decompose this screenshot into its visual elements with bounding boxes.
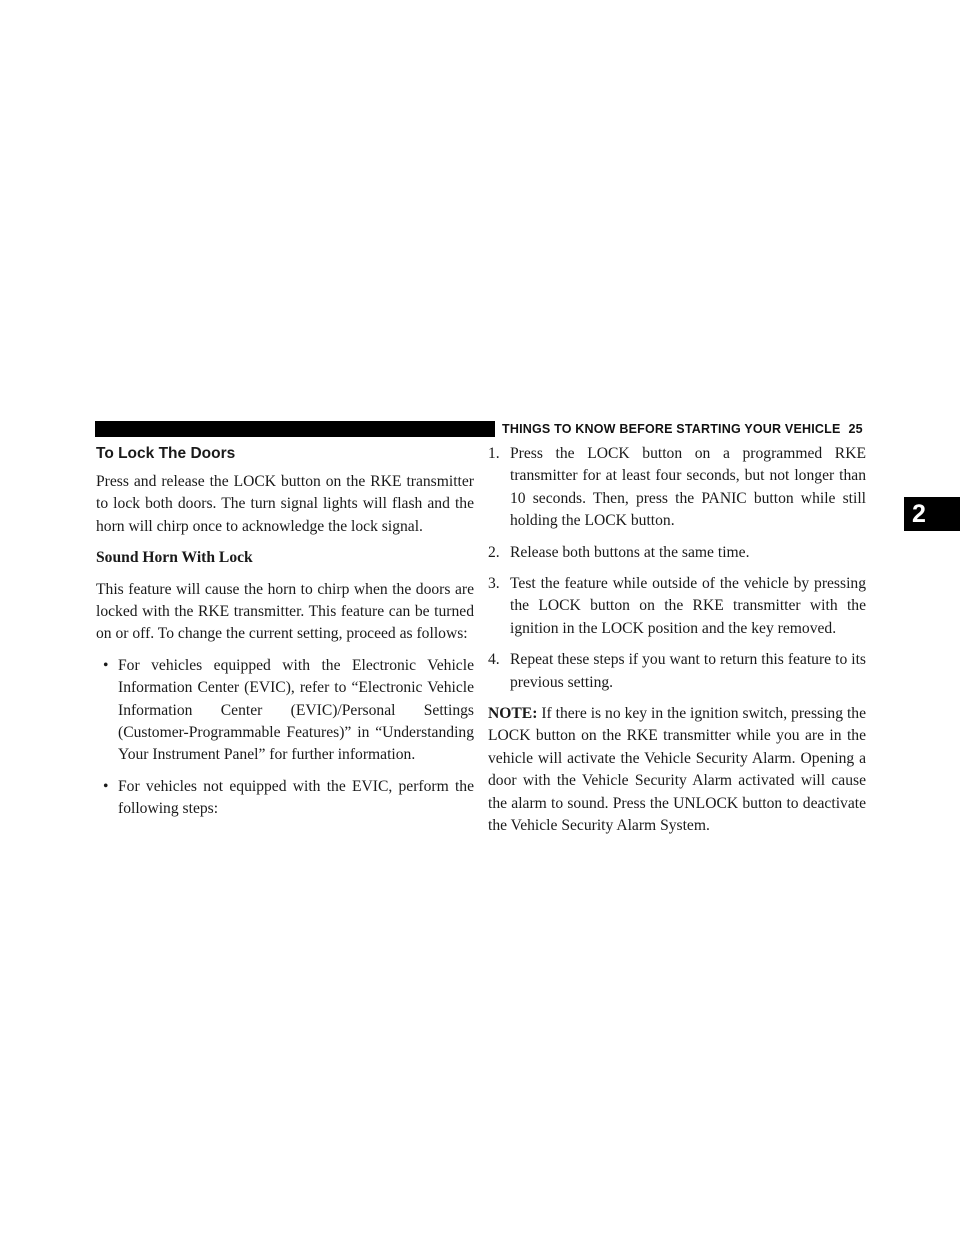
list-item xyxy=(488,649,866,694)
note-paragraph xyxy=(488,703,866,837)
note-label: NOTE: xyxy=(488,705,538,723)
note-text: If there is no key in the ignition switch, pressing the LOCK button on the RKE transmitter while you are in the vehicle will activate the Vehicle Security Alarm. Opening a door with the Vehicle Security Alarm activated will cause the alarm to sound. Press the UNLOCK button to deactivate the Vehicle Security Alarm System. xyxy=(488,705,866,835)
body-paragraph: This feature will cause the horn to chirp when the doors are locked with the RKE transmitter. This feature can be turned on or off. To change the current setting, proceed as follows: xyxy=(96,580,474,643)
list-item xyxy=(96,655,474,767)
list-item-text: For vehicles equipped with the Electronic Vehicle Information Center (EVIC), refer to “Electronic Vehicle Information Center (EVIC)/Personal Settings (Customer-Programmable Features)” in “Understanding Your Instrument Panel” for further information. xyxy=(118,656,474,764)
header-rule-bar xyxy=(95,421,495,437)
list-item-text: For vehicles not equipped with the EVIC, perform the following steps: xyxy=(118,777,474,818)
step-number: 2. xyxy=(488,543,500,561)
bullet-mark: • xyxy=(103,656,109,674)
subsection-heading: Sound Horn With Lock xyxy=(96,549,253,567)
step-number: 3. xyxy=(488,575,500,593)
list-item xyxy=(488,542,866,564)
step-text: Test the feature while outside of the vehicle by pressing the LOCK button on the RKE transmitter with the ignition in the LOCK position and the key removed. xyxy=(510,575,866,637)
steps-list xyxy=(488,443,866,694)
step-number: 1. xyxy=(488,445,500,462)
bullet-mark: • xyxy=(103,777,109,795)
step-text: Press the LOCK button on a programmed RKE transmitter for at least four seconds, but not longer than 10 seconds. Then, press the PANIC button while still holding the LOCK button. xyxy=(510,445,866,530)
step-number: 4. xyxy=(488,651,500,669)
running-header-title: THINGS TO KNOW BEFORE STARTING YOUR VEHICLE xyxy=(502,422,841,436)
left-column xyxy=(96,443,474,830)
running-header xyxy=(502,420,863,438)
step-text: Repeat these steps if you want to return this feature to its previous setting. xyxy=(510,651,866,691)
page-number: 25 xyxy=(848,422,863,436)
step-text: Release both buttons at the same time. xyxy=(510,543,750,561)
list-item xyxy=(488,443,866,533)
section-heading: To Lock The Doors xyxy=(96,445,236,462)
intro-paragraph: Press and release the LOCK button on the RKE transmitter to lock both doors. The turn signal lights will flash and the horn will chirp once to acknowledge the lock signal. xyxy=(96,473,474,535)
chapter-tab: 2 xyxy=(904,497,960,531)
right-column xyxy=(488,443,866,847)
list-item xyxy=(488,573,866,640)
list-item xyxy=(96,776,474,821)
bullet-list xyxy=(96,655,474,821)
